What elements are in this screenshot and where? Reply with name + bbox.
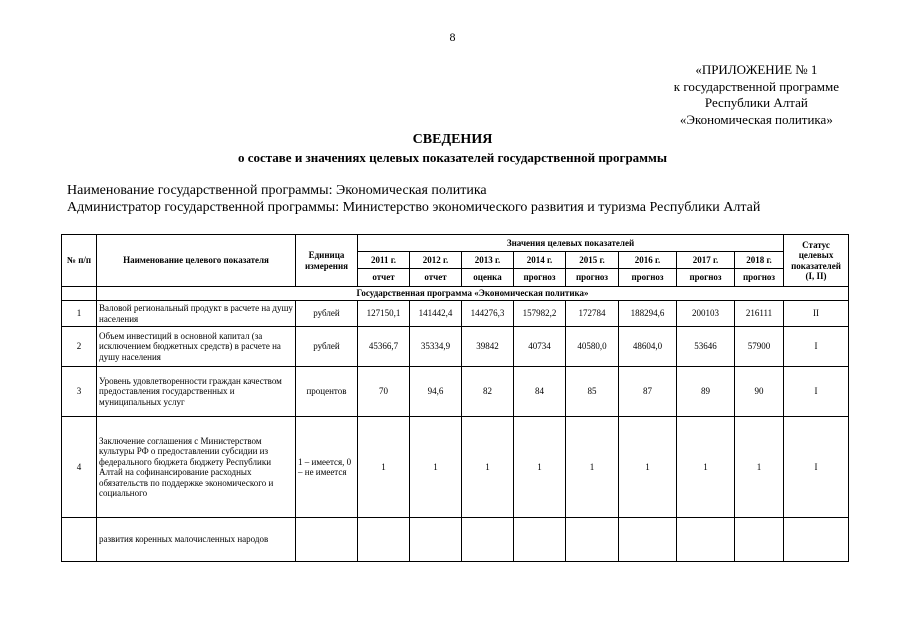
header-row — [62, 235, 849, 252]
empty-cell — [358, 518, 410, 562]
row-value: 35334,9 — [410, 327, 462, 367]
row-value: 90 — [735, 367, 784, 417]
row-value: 1 — [619, 417, 677, 518]
row-value: 84 — [514, 367, 566, 417]
row-unit: процентов — [296, 367, 358, 417]
empty-cell — [619, 518, 677, 562]
appendix-line: Республики Алтай — [704, 95, 808, 110]
header-name: Наименование целевого показателя — [97, 235, 296, 287]
row-value: 40734 — [514, 327, 566, 367]
row-value: 53646 — [677, 327, 735, 367]
empty-cell — [410, 518, 462, 562]
year-cell: 2014 г. — [514, 252, 566, 269]
empty-cell — [566, 518, 619, 562]
row-value: 1 — [735, 417, 784, 518]
kind-cell: прогноз — [619, 269, 677, 287]
row-status: I — [784, 417, 849, 518]
row-value: 1 — [514, 417, 566, 518]
year-cell: 2018 г. — [735, 252, 784, 269]
row-value: 188294,6 — [619, 301, 677, 327]
header-status: Статус целевых показателей (I, II) — [784, 235, 849, 287]
document-title: СВЕДЕНИЯ — [412, 132, 493, 147]
table-row — [62, 417, 849, 518]
row-value: 216111 — [735, 301, 784, 327]
row-value: 40580,0 — [566, 327, 619, 367]
row-value: 57900 — [735, 327, 784, 367]
section-title: Государственная программа «Экономическая политика» — [97, 287, 849, 301]
row-value: 82 — [462, 367, 514, 417]
appendix-line: «Экономическая политика» — [679, 111, 833, 127]
program-name: Наименование государственной программы: Экономическая политика — [67, 183, 487, 198]
header-unit: Единица измерения — [296, 235, 358, 287]
row-value: 1 — [410, 417, 462, 518]
page-number: 8 — [449, 30, 456, 44]
row-value: 200103 — [677, 301, 735, 327]
row-value: 87 — [619, 367, 677, 417]
empty-cell — [296, 518, 358, 562]
year-cell: 2012 г. — [410, 252, 462, 269]
appendix-line: «ПРИЛОЖЕНИЕ № 1 — [695, 62, 818, 77]
kind-cell: прогноз — [735, 269, 784, 287]
row-value: 144276,3 — [462, 301, 514, 327]
kind-cell: отчет — [358, 269, 410, 287]
empty-cell — [514, 518, 566, 562]
row-status: I — [784, 367, 849, 417]
year-cell: 2011 г. — [358, 252, 410, 269]
row-indicator-name: Уровень удовлетворенности граждан качеством предоставления государственных и муниципальных услуг — [97, 367, 296, 417]
section-row — [62, 287, 849, 301]
row-num: 4 — [62, 417, 97, 518]
row-num: 3 — [62, 367, 97, 417]
year-cell: 2017 г. — [677, 252, 735, 269]
header-values: Значения целевых показателей — [358, 235, 784, 252]
row-value: 85 — [566, 367, 619, 417]
year-cell: 2015 г. — [566, 252, 619, 269]
row-value: 89 — [677, 367, 735, 417]
row-indicator-name-continued: развития коренных малочисленных народов — [97, 518, 296, 562]
row-unit: 1 – имеется, 0 – не имеется — [296, 417, 358, 518]
row-value: 1 — [566, 417, 619, 518]
empty-cell — [462, 518, 514, 562]
row-value: 1 — [677, 417, 735, 518]
row-indicator-name: Объем инвестиций в основной капитал (за исключением бюджетных средств) в расчете на душу населения — [97, 327, 296, 367]
row-value: 157982,2 — [514, 301, 566, 327]
row-value: 1 — [358, 417, 410, 518]
kind-cell: прогноз — [566, 269, 619, 287]
row-status: I — [784, 327, 849, 367]
row-indicator-name: Заключение соглашения с Министерством культуры РФ о предоставлении субсидии из федерального бюджета бюджету Республики Алтай на софинансирование расходных обязательств по поддержке экономического и социального — [97, 417, 296, 518]
row-num: 2 — [62, 327, 97, 367]
kind-cell: прогноз — [677, 269, 735, 287]
row-unit: рублей — [296, 301, 358, 327]
empty-cell — [677, 518, 735, 562]
empty-cell — [62, 518, 97, 562]
header-num: № п/п — [62, 235, 97, 287]
empty-cell — [784, 518, 849, 562]
empty-cell — [735, 518, 784, 562]
row-value: 39842 — [462, 327, 514, 367]
row-indicator-name: Валовой региональный продукт в расчете на душу населения — [97, 301, 296, 327]
program-administrator: Администратор государственной программы: Министерство экономического развития и туризма Республики Алтай — [67, 200, 761, 215]
kind-cell: прогноз — [514, 269, 566, 287]
kind-cell: оценка — [462, 269, 514, 287]
year-cell: 2016 г. — [619, 252, 677, 269]
indicators-table — [61, 234, 849, 562]
row-value: 172784 — [566, 301, 619, 327]
appendix-block — [674, 62, 839, 128]
document-subtitle: о составе и значениях целевых показателей государственной программы — [237, 150, 668, 165]
row-num: 1 — [62, 301, 97, 327]
row-value: 127150,1 — [358, 301, 410, 327]
table-row — [62, 327, 849, 367]
continuation-row — [62, 518, 849, 562]
year-cell: 2013 г. — [462, 252, 514, 269]
appendix-line: к государственной программе — [673, 78, 839, 94]
row-value: 45366,7 — [358, 327, 410, 367]
row-value: 70 — [358, 367, 410, 417]
row-value: 48604,0 — [619, 327, 677, 367]
table-row — [62, 367, 849, 417]
row-value: 141442,4 — [410, 301, 462, 327]
row-value: 1 — [462, 417, 514, 518]
row-unit: рублей — [296, 327, 358, 367]
section-empty-cell — [62, 287, 97, 301]
document-heading — [0, 131, 905, 166]
row-status: II — [784, 301, 849, 327]
table-row — [62, 301, 849, 327]
kind-cell: отчет — [410, 269, 462, 287]
program-info — [67, 182, 760, 216]
row-value: 94,6 — [410, 367, 462, 417]
